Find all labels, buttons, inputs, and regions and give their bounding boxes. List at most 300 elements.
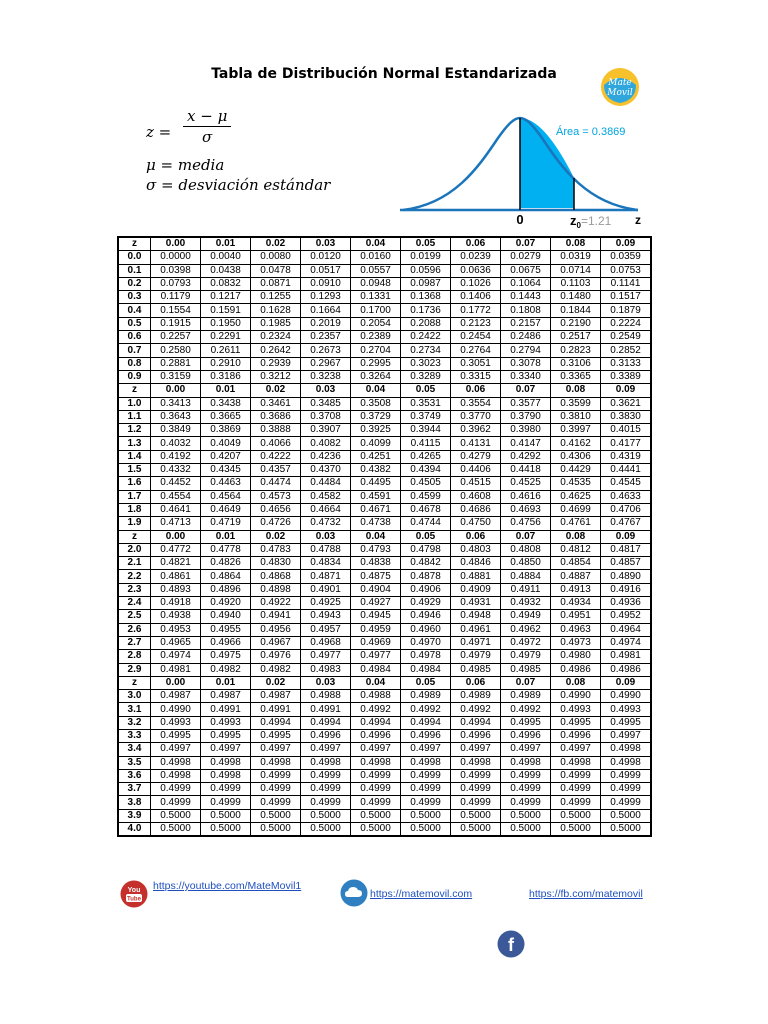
probability-cell: 0.3264	[351, 370, 401, 383]
probability-cell: 0.4998	[501, 756, 551, 769]
z-value-cell: 3.0	[118, 690, 151, 703]
probability-cell: 0.2291	[201, 331, 251, 344]
header-row	[118, 676, 651, 689]
probability-cell: 0.4998	[151, 769, 201, 782]
probability-cell: 0.4997	[601, 729, 652, 742]
header-cell: 0.03	[301, 676, 351, 689]
probability-cell: 0.0832	[201, 277, 251, 290]
probability-cell: 0.0793	[151, 277, 201, 290]
probability-cell: 0.4992	[351, 703, 401, 716]
probability-cell: 0.4999	[401, 769, 451, 782]
header-z-cell: z	[118, 530, 151, 543]
probability-cell: 0.4713	[151, 517, 201, 530]
probability-cell: 0.4952	[601, 610, 652, 623]
probability-cell: 0.3665	[201, 410, 251, 423]
probability-cell: 0.4925	[301, 597, 351, 610]
probability-cell: 0.4699	[551, 503, 601, 516]
matemovil-logo	[598, 67, 642, 107]
probability-cell: 0.4671	[351, 503, 401, 516]
z-value-cell: 0.3	[118, 291, 151, 304]
header-cell: 0.04	[351, 237, 401, 251]
probability-cell: 0.1700	[351, 304, 401, 317]
probability-cell: 0.4332	[151, 464, 201, 477]
table-row	[118, 543, 651, 556]
formula-fraction	[183, 106, 231, 147]
probability-cell: 0.4987	[151, 690, 201, 703]
z-value-cell: 0.6	[118, 331, 151, 344]
probability-cell: 0.3340	[501, 370, 551, 383]
probability-cell: 0.4995	[601, 716, 652, 729]
probability-cell: 0.4099	[351, 437, 401, 450]
probability-cell: 0.4830	[251, 557, 301, 570]
probability-cell: 0.4991	[251, 703, 301, 716]
z-value-cell: 3.9	[118, 809, 151, 822]
probability-cell: 0.4887	[551, 570, 601, 583]
formula-denominator: σ	[202, 128, 213, 146]
probability-cell: 0.4082	[301, 437, 351, 450]
z-value-cell: 1.0	[118, 397, 151, 410]
probability-cell: 0.4177	[601, 437, 652, 450]
probability-cell: 0.4319	[601, 450, 652, 463]
probability-cell: 0.4934	[551, 597, 601, 610]
z-value-cell: 2.7	[118, 636, 151, 649]
normal-curve-graph	[398, 108, 648, 230]
probability-cell: 0.4864	[201, 570, 251, 583]
probability-cell: 0.4854	[551, 557, 601, 570]
probability-cell: 0.4015	[601, 424, 652, 437]
header-cell: 0.01	[201, 676, 251, 689]
probability-cell: 0.4406	[451, 464, 501, 477]
header-cell: 0.00	[151, 237, 201, 251]
probability-cell: 0.4991	[201, 703, 251, 716]
probability-cell: 0.4656	[251, 503, 301, 516]
probability-cell: 0.3133	[601, 357, 652, 370]
probability-cell: 0.4999	[201, 796, 251, 809]
probability-cell: 0.4998	[601, 756, 652, 769]
header-cell: 0.06	[451, 237, 501, 251]
probability-cell: 0.1141	[601, 277, 652, 290]
probability-cell: 0.4992	[451, 703, 501, 716]
header-cell: 0.06	[451, 676, 501, 689]
z-value-cell: 2.6	[118, 623, 151, 636]
z-value-cell: 2.0	[118, 543, 151, 556]
probability-cell: 0.3577	[501, 397, 551, 410]
header-z-cell: z	[118, 676, 151, 689]
probability-cell: 0.2224	[601, 317, 652, 330]
probability-cell: 0.4115	[401, 437, 451, 450]
probability-cell: 0.3907	[301, 424, 351, 437]
probability-cell: 0.2673	[301, 344, 351, 357]
probability-cell: 0.4719	[201, 517, 251, 530]
probability-cell: 0.4441	[601, 464, 652, 477]
probability-cell: 0.4999	[351, 796, 401, 809]
probability-cell: 0.4474	[251, 477, 301, 490]
table-row	[118, 331, 651, 344]
probability-cell: 0.1950	[201, 317, 251, 330]
probability-cell: 0.4999	[501, 769, 551, 782]
probability-cell: 0.4988	[301, 690, 351, 703]
z-value-cell: 0.9	[118, 370, 151, 383]
z-value-cell: 1.4	[118, 450, 151, 463]
probability-cell: 0.4616	[501, 490, 551, 503]
probability-cell: 0.3790	[501, 410, 551, 423]
probability-cell: 0.0199	[401, 251, 451, 264]
header-cell: 0.01	[201, 384, 251, 397]
z-value-cell: 1.2	[118, 424, 151, 437]
probability-cell: 0.0910	[301, 277, 351, 290]
probability-cell: 0.4911	[501, 583, 551, 596]
probability-cell: 0.4999	[451, 769, 501, 782]
header-cell: 0.07	[501, 384, 551, 397]
probability-cell: 0.4994	[401, 716, 451, 729]
z-value-cell: 3.8	[118, 796, 151, 809]
table-row	[118, 583, 651, 596]
header-cell: 0.05	[401, 676, 451, 689]
z-value-cell: 0.4	[118, 304, 151, 317]
probability-cell: 0.0636	[451, 264, 501, 277]
probability-cell: 0.2549	[601, 331, 652, 344]
header-cell: 0.09	[601, 384, 652, 397]
probability-cell: 0.0279	[501, 251, 551, 264]
probability-cell: 0.4971	[451, 636, 501, 649]
table-row	[118, 796, 651, 809]
probability-cell: 0.4986	[601, 663, 652, 676]
probability-cell: 0.4999	[301, 796, 351, 809]
header-cell: 0.00	[151, 676, 201, 689]
area-label: Área = 0.3869	[556, 126, 626, 138]
probability-cell: 0.4890	[601, 570, 652, 583]
probability-cell: 0.3810	[551, 410, 601, 423]
probability-cell: 0.2995	[351, 357, 401, 370]
z-value-cell: 2.4	[118, 597, 151, 610]
probability-cell: 0.1591	[201, 304, 251, 317]
probability-cell: 0.3289	[401, 370, 451, 383]
probability-cell: 0.4932	[501, 597, 551, 610]
table-row	[118, 809, 651, 822]
probability-cell: 0.4999	[601, 796, 652, 809]
probability-cell: 0.4948	[451, 610, 501, 623]
probability-cell: 0.4904	[351, 583, 401, 596]
probability-cell: 0.0675	[501, 264, 551, 277]
probability-cell: 0.4998	[301, 756, 351, 769]
probability-cell: 0.4995	[551, 716, 601, 729]
table-row	[118, 716, 651, 729]
header-cell: 0.02	[251, 530, 301, 543]
probability-cell: 0.4961	[451, 623, 501, 636]
logo-text-1: Mate	[608, 78, 632, 88]
probability-cell: 0.2157	[501, 317, 551, 330]
probability-cell: 0.4962	[501, 623, 551, 636]
probability-cell: 0.4996	[351, 729, 401, 742]
probability-cell: 0.4941	[251, 610, 301, 623]
probability-cell: 0.3106	[551, 357, 601, 370]
probability-cell: 0.2580	[151, 344, 201, 357]
probability-cell: 0.4999	[151, 796, 201, 809]
table-row	[118, 517, 651, 530]
probability-cell: 0.1879	[601, 304, 652, 317]
probability-cell: 0.4998	[551, 756, 601, 769]
probability-cell: 0.1985	[251, 317, 301, 330]
header-cell: 0.07	[501, 530, 551, 543]
probability-cell: 0.4998	[451, 756, 501, 769]
probability-cell: 0.1736	[401, 304, 451, 317]
probability-cell: 0.5000	[451, 809, 501, 822]
probability-cell: 0.4418	[501, 464, 551, 477]
probability-cell: 0.3830	[601, 410, 652, 423]
header-cell: 0.01	[201, 530, 251, 543]
probability-cell: 0.4591	[351, 490, 401, 503]
header-cell: 0.02	[251, 676, 301, 689]
probability-cell: 0.2967	[301, 357, 351, 370]
probability-cell: 0.5000	[501, 809, 551, 822]
probability-cell: 0.4998	[351, 756, 401, 769]
probability-cell: 0.4236	[301, 450, 351, 463]
z-value-cell: 2.3	[118, 583, 151, 596]
probability-cell: 0.4495	[351, 477, 401, 490]
probability-cell: 0.4995	[201, 729, 251, 742]
probability-cell: 0.4582	[301, 490, 351, 503]
probability-cell: 0.4927	[351, 597, 401, 610]
probability-cell: 0.0478	[251, 264, 301, 277]
probability-cell: 0.5000	[451, 823, 501, 837]
header-cell: 0.05	[401, 530, 451, 543]
probability-cell: 0.4693	[501, 503, 551, 516]
probability-cell: 0.4706	[601, 503, 652, 516]
probability-cell: 0.2910	[201, 357, 251, 370]
header-cell: 0.00	[151, 384, 201, 397]
probability-cell: 0.4940	[201, 610, 251, 623]
z-value-cell: 0.2	[118, 277, 151, 290]
probability-cell: 0.3389	[601, 370, 652, 383]
probability-cell: 0.2852	[601, 344, 652, 357]
probability-cell: 0.3078	[501, 357, 551, 370]
probability-cell: 0.4987	[201, 690, 251, 703]
probability-cell: 0.2357	[301, 331, 351, 344]
probability-cell: 0.3508	[351, 397, 401, 410]
table-row	[118, 570, 651, 583]
header-cell: 0.03	[301, 530, 351, 543]
z-value-cell: 0.0	[118, 251, 151, 264]
probability-cell: 0.4857	[601, 557, 652, 570]
probability-cell: 0.3438	[201, 397, 251, 410]
probability-cell: 0.4995	[251, 729, 301, 742]
probability-cell: 0.3051	[451, 357, 501, 370]
probability-cell: 0.5000	[551, 809, 601, 822]
table-row	[118, 370, 651, 383]
probability-cell: 0.4968	[301, 636, 351, 649]
probability-cell: 0.4306	[551, 450, 601, 463]
probability-cell: 0.1808	[501, 304, 551, 317]
probability-cell: 0.4207	[201, 450, 251, 463]
header-cell: 0.08	[551, 676, 601, 689]
table-row	[118, 490, 651, 503]
z-value-cell: 3.6	[118, 769, 151, 782]
probability-cell: 0.4984	[351, 663, 401, 676]
probability-cell: 0.4916	[601, 583, 652, 596]
probability-cell: 0.1331	[351, 291, 401, 304]
probability-cell: 0.4981	[151, 663, 201, 676]
probability-cell: 0.4960	[401, 623, 451, 636]
probability-cell: 0.4986	[551, 663, 601, 676]
probability-cell: 0.4545	[601, 477, 652, 490]
cloud-icon[interactable]	[340, 879, 368, 907]
probability-cell: 0.4996	[401, 729, 451, 742]
probability-cell: 0.3708	[301, 410, 351, 423]
z-value-cell: 3.1	[118, 703, 151, 716]
website-link[interactable]: https://matemovil.com	[370, 888, 473, 900]
probability-cell: 0.4279	[451, 450, 501, 463]
probability-cell: 0.4987	[251, 690, 301, 703]
probability-cell: 0.4162	[551, 437, 601, 450]
z0-label: z	[570, 213, 577, 228]
probability-cell: 0.3997	[551, 424, 601, 437]
table-row	[118, 410, 651, 423]
probability-cell: 0.5000	[251, 823, 301, 837]
axis-label: z	[635, 213, 641, 227]
table-row	[118, 264, 651, 277]
probability-cell: 0.4999	[601, 769, 652, 782]
probability-cell: 0.4842	[401, 557, 451, 570]
probability-cell: 0.4192	[151, 450, 201, 463]
youtube-icon-text-1: You	[127, 887, 141, 894]
probability-cell: 0.4990	[551, 690, 601, 703]
probability-cell: 0.4977	[351, 650, 401, 663]
probability-cell: 0.4999	[351, 783, 401, 796]
probability-cell: 0.4535	[551, 477, 601, 490]
youtube-link[interactable]: https://youtube.com/MateMovil1	[153, 880, 302, 892]
probability-cell: 0.4993	[151, 716, 201, 729]
probability-cell: 0.4793	[351, 543, 401, 556]
probability-cell: 0.5000	[301, 809, 351, 822]
probability-cell: 0.2939	[251, 357, 301, 370]
z-value-cell: 1.1	[118, 410, 151, 423]
probability-cell: 0.3749	[401, 410, 451, 423]
probability-cell: 0.2611	[201, 344, 251, 357]
probability-cell: 0.4756	[501, 517, 551, 530]
probability-cell: 0.2422	[401, 331, 451, 344]
probability-cell: 0.4999	[551, 783, 601, 796]
probability-cell: 0.4996	[501, 729, 551, 742]
probability-cell: 0.3365	[551, 370, 601, 383]
probability-cell: 0.4981	[601, 650, 652, 663]
probability-cell: 0.4803	[451, 543, 501, 556]
table-row	[118, 783, 651, 796]
z-value-cell: 2.5	[118, 610, 151, 623]
probability-cell: 0.4994	[251, 716, 301, 729]
probability-cell: 0.4861	[151, 570, 201, 583]
youtube-icon[interactable]	[120, 880, 148, 908]
probability-cell: 0.4345	[201, 464, 251, 477]
z-value-cell: 2.8	[118, 650, 151, 663]
z-value-cell: 2.9	[118, 663, 151, 676]
probability-cell: 0.4953	[151, 623, 201, 636]
probability-cell: 0.0160	[351, 251, 401, 264]
z-value-cell: 1.6	[118, 477, 151, 490]
table-row	[118, 650, 651, 663]
probability-cell: 0.4982	[251, 663, 301, 676]
probability-cell: 0.4913	[551, 583, 601, 596]
probability-cell: 0.4999	[251, 783, 301, 796]
probability-cell: 0.2088	[401, 317, 451, 330]
probability-cell: 0.3980	[501, 424, 551, 437]
probability-cell: 0.4994	[351, 716, 401, 729]
probability-cell: 0.4931	[451, 597, 501, 610]
table-row	[118, 450, 651, 463]
header-cell: 0.09	[601, 676, 652, 689]
probability-cell: 0.4131	[451, 437, 501, 450]
probability-cell: 0.4997	[201, 743, 251, 756]
probability-cell: 0.4991	[301, 703, 351, 716]
probability-cell: 0.4999	[551, 796, 601, 809]
probability-cell: 0.1406	[451, 291, 501, 304]
probability-cell: 0.4846	[451, 557, 501, 570]
probability-cell: 0.4641	[151, 503, 201, 516]
z-value-cell: 1.9	[118, 517, 151, 530]
probability-cell: 0.4959	[351, 623, 401, 636]
probability-cell: 0.4999	[451, 796, 501, 809]
probability-cell: 0.3315	[451, 370, 501, 383]
table-row	[118, 636, 651, 649]
facebook-icon[interactable]	[497, 930, 525, 958]
probability-cell: 0.4783	[251, 543, 301, 556]
probability-cell: 0.3461	[251, 397, 301, 410]
probability-cell: 0.2324	[251, 331, 301, 344]
header-row	[118, 384, 651, 397]
z-value-cell: 2.1	[118, 557, 151, 570]
probability-cell: 0.4978	[401, 650, 451, 663]
probability-cell: 0.4772	[151, 543, 201, 556]
probability-cell: 0.4997	[301, 743, 351, 756]
table-row	[118, 703, 651, 716]
probability-cell: 0.4970	[401, 636, 451, 649]
probability-cell: 0.0438	[201, 264, 251, 277]
probability-cell: 0.2823	[551, 344, 601, 357]
probability-cell: 0.2454	[451, 331, 501, 344]
probability-cell: 0.4956	[251, 623, 301, 636]
probability-cell: 0.4963	[551, 623, 601, 636]
table-row	[118, 304, 651, 317]
probability-cell: 0.4147	[501, 437, 551, 450]
probability-cell: 0.3686	[251, 410, 301, 423]
probability-cell: 0.3962	[451, 424, 501, 437]
probability-cell: 0.4788	[301, 543, 351, 556]
probability-cell: 0.4943	[301, 610, 351, 623]
probability-cell: 0.4394	[401, 464, 451, 477]
probability-cell: 0.2190	[551, 317, 601, 330]
probability-cell: 0.4999	[251, 769, 301, 782]
probability-cell: 0.4975	[201, 650, 251, 663]
probability-cell: 0.2486	[501, 331, 551, 344]
facebook-link[interactable]: https://fb.com/matemovil	[529, 888, 643, 900]
header-cell: 0.08	[551, 237, 601, 251]
probability-cell: 0.4649	[201, 503, 251, 516]
probability-cell: 0.4834	[301, 557, 351, 570]
probability-cell: 0.2794	[501, 344, 551, 357]
probability-cell: 0.3485	[301, 397, 351, 410]
probability-cell: 0.4992	[501, 703, 551, 716]
z0-subscript: 0	[576, 221, 581, 230]
probability-cell: 0.4999	[251, 796, 301, 809]
header-cell: 0.01	[201, 237, 251, 251]
probability-cell: 0.1293	[301, 291, 351, 304]
probability-cell: 0.4573	[251, 490, 301, 503]
header-cell: 0.02	[251, 384, 301, 397]
probability-cell: 0.4633	[601, 490, 652, 503]
probability-cell: 0.4625	[551, 490, 601, 503]
probability-cell: 0.4906	[401, 583, 451, 596]
probability-cell: 0.3599	[551, 397, 601, 410]
probability-cell: 0.3212	[251, 370, 301, 383]
